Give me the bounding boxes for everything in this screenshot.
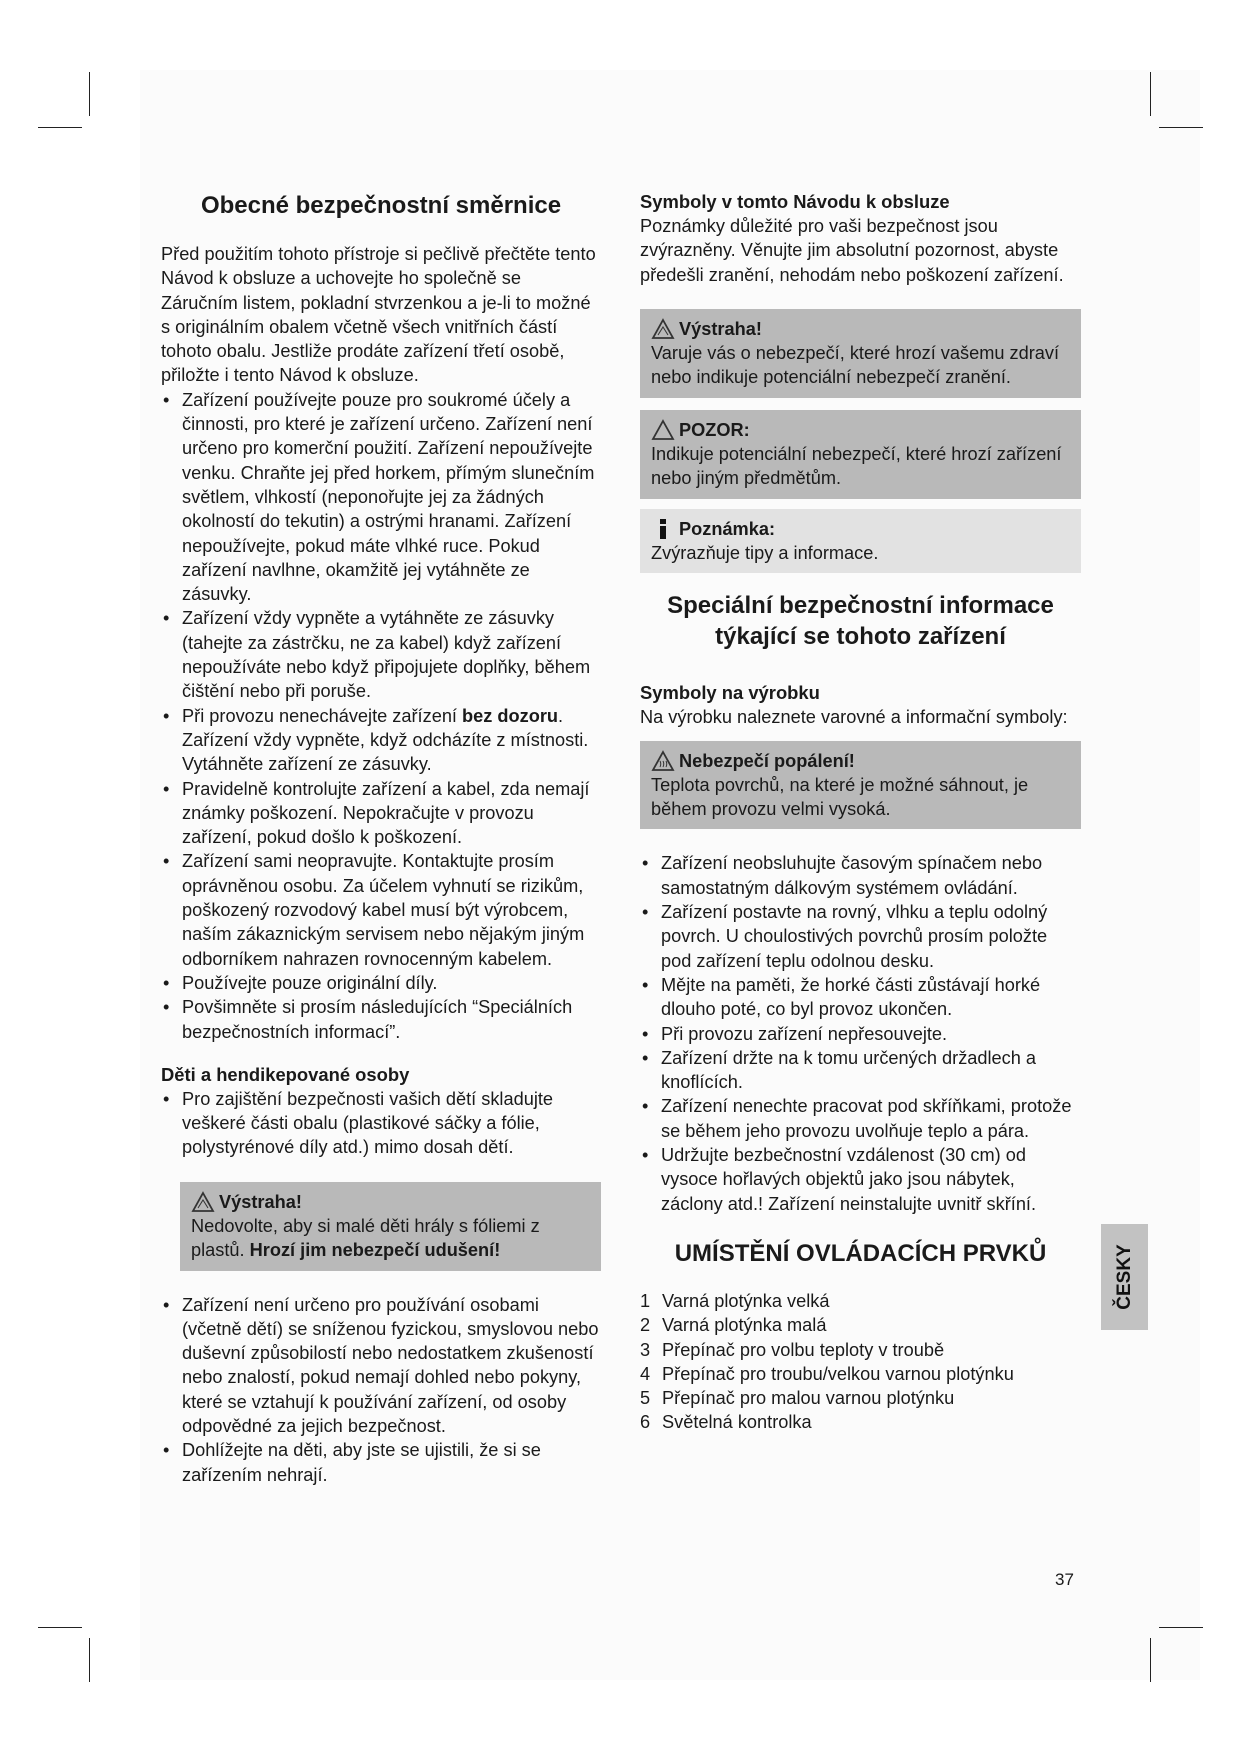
list-item: • Udržujte bezbečnostní vzdálenost (30 cm) od vysoce hořlavých objektů jako jsou nábytek, záclony atd.! Zařízení neinstalujte uvnitř skříní. <box>640 1143 1081 1216</box>
product-symbols-heading: Symboly na výrobku <box>640 682 820 704</box>
burn-warning-box <box>640 741 1081 830</box>
general-safety-heading: Obecné bezpečnostní směrnice <box>200 192 562 219</box>
caution-title: POZOR: <box>679 419 750 440</box>
list-item: • Při provozu zařízení nepřesouvejte. <box>640 1022 1081 1046</box>
safety-bullets <box>161 388 601 1044</box>
crop-mark-br-v <box>1150 1638 1151 1682</box>
crop-mark-tr-h <box>1159 127 1203 128</box>
list-item: • Zařízení není určeno pro používání osobami (včetně dětí) se sníženou fyzickou, smyslovou nebo duševní způsobilostí nebo nedostatkem zkušeností nebo znalostí, pokud nemají dohled nebo pokyny, které se vztahují k používání zařízení, od osoby odpovědné za jejich bezpečnost. <box>161 1293 601 1439</box>
special-heading-line-1: Speciální bezpečnostní informace <box>667 592 1054 620</box>
symbols-manual-heading: Symboly v tomto Návodu k obsluze <box>640 191 950 212</box>
warning-title: Výstraha! <box>679 318 762 339</box>
crop-mark-bl-h <box>38 1627 82 1628</box>
controls-heading: UMÍSTĚNÍ OVLÁDACÍCH PRVKŮ <box>674 1239 1047 1267</box>
warning-text: Varuje vás o nebezpečí, které hrozí vašemu zdraví nebo indikuje potenciální nebezpečí zranění. <box>651 343 1060 388</box>
warning-triangle-icon <box>651 318 675 340</box>
list-item: • Zařízení vždy vypněte a vytáhněte ze zásuvky (tahejte za zástrčku, ne za kabel) když zařízení nepoužíváte nebo když připojujete doplňky, během čištění nebo při poruše. <box>161 606 601 703</box>
device-safety-bullets <box>640 851 1081 1215</box>
list-item: • Zařízení sami neopravujte. Kontaktujte prosím oprávněnou osobu. Za účelem vyhnutí se rizikům, poškozený rozvodový kabel musí být výrobcem, naším zákaznickým servisem nebo nějakým jiným odborníkem nahrazen rovnocenným kabelem. <box>161 849 601 970</box>
burn-title: Nebezpečí popálení! <box>679 750 855 771</box>
caution-triangle-icon <box>651 419 675 441</box>
crop-mark-bl-v <box>89 1638 90 1682</box>
list-item: 5 Přepínač pro malou varnou plotýnku <box>640 1388 955 1409</box>
crop-mark-tl-h <box>38 127 82 128</box>
list-item: 3 Přepínač pro volbu teploty v troubě <box>640 1339 945 1360</box>
list-item: 4 Přepínač pro troubu/velkou varnou plotýnku <box>640 1363 1014 1384</box>
list-item: • Pravidelně kontrolujte zařízení a kabel, zda nemají známky poškození. Nepokračujte v provozu zařízení, pokud došlo k poškození. <box>161 777 601 850</box>
list-item: • Povšimněte si prosím následujících “Speciálních bezpečnostních informací”. <box>161 995 601 1044</box>
crop-mark-tl-v <box>89 72 90 116</box>
controls-list <box>640 1289 1081 1435</box>
list-item: 2 Varná plotýnka malá <box>640 1315 827 1336</box>
list-item: • Používejte pouze originální díly. <box>161 971 601 995</box>
children-heading: Děti a hendikepované osoby <box>161 1063 410 1085</box>
warning-title: Výstraha! <box>219 1191 302 1212</box>
crop-mark-tr-v <box>1150 72 1151 116</box>
note-title: Poznámka: <box>679 518 776 539</box>
product-symbols-paragraph: Na výrobku naleznete varovné a informační symboly: <box>640 707 1068 728</box>
warning-title-row <box>191 1190 590 1214</box>
child-warning-box <box>180 1182 601 1271</box>
warning-legend-box <box>640 309 1081 398</box>
burn-text: Teplota povrchů, na které je možné sáhnout, je během provozu velmi vysoká. <box>651 774 1029 820</box>
symbols-paragraph: Poznámky důležité pro vaši bezpečnost jsou zvýrazněny. Věnujte jim absolutní pozornost, abyste předešli zranění, nehodám nebo poškození zařízení. <box>640 216 1064 285</box>
note-legend-box <box>640 509 1081 574</box>
language-tab <box>1101 1224 1148 1330</box>
caution-legend-box <box>640 410 1081 499</box>
note-text: Zvýrazňuje tipy a informace. <box>651 542 879 563</box>
caution-text: Indikuje potenciální nebezpečí, které hrozí zařízení nebo jiným předmětům. <box>651 444 1062 489</box>
left-column <box>161 190 601 1487</box>
special-safety-heading <box>640 590 1081 652</box>
list-item: • Mějte na paměti, že horké části zůstávají horké dlouho poté, co byl provoz ukončen. <box>640 973 1081 1022</box>
info-icon <box>651 518 675 540</box>
list-item: 1 Varná plotýnka velká <box>640 1290 830 1311</box>
list-item: • Zařízení držte na k tomu určených držadlech a knoflících. <box>640 1046 1081 1095</box>
list-item: 6 Světelná kontrolka <box>640 1412 812 1433</box>
hot-surface-icon <box>651 750 675 772</box>
disability-bullets <box>161 1293 601 1487</box>
special-heading-line-2: týkající se tohoto zařízení <box>715 623 1006 651</box>
intro-paragraph: Před použitím tohoto přístroje si pečlivě přečtěte tento Návod k obsluze a uchovejte ho společně se Záručním listem, pokladní stvrzenkou a je-li to možné s originálním obalem včetně všech vnitřních částí tohoto obalu. Jestliže prodáte zařízení třetí osobě, přiložte i tento Návod k obsluze. <box>161 244 596 386</box>
warning-triangle-icon <box>191 1191 215 1213</box>
list-item: • Zařízení nenechte pracovat pod skříňkami, protože se během jeho provozu uvolňuje teplo a pára. <box>640 1094 1081 1143</box>
list-item: • Zařízení neobsluhujte časovým spínačem nebo samostatným dálkovým systémem ovládání. <box>640 851 1081 900</box>
crop-mark-br-h <box>1159 1627 1203 1628</box>
children-bullets <box>161 1087 601 1160</box>
list-item: • Dohlížejte na děti, aby jste se ujistili, že si se zařízením nehrají. <box>161 1438 601 1487</box>
page-number: 37 <box>1055 1570 1074 1589</box>
language-tab-label: ČESKY <box>1113 1244 1135 1310</box>
list-item: • Pro zajištění bezpečnosti vašich dětí skladujte veškeré části obalu (plastikové sáčky a fólie, polystyrénové díly atd.) mimo dosah dětí. <box>161 1087 601 1160</box>
warning-text: Nedovolte, aby si malé děti hrály s fóliemi z plastů. Hrozí jim nebezpečí udušení! <box>191 1215 540 1261</box>
list-item: • Zařízení používejte pouze pro soukromé účely a činnosti, pro které je zařízení určeno. Zařízení není určeno pro komerční použití. Zařízení nepoužívejte venku. Chraňte jej před horkem, přímým slunečním světlem, vlhkostí (neponořujte jej za žádných okolností do tekutin) a ostrými hranami. Zařízení nepoužívejte, pokud máte vlhké ruce. Pokud zařízení navlhne, okamžitě jej vytáhněte ze zásuvky. <box>161 388 601 607</box>
list-item: • Při provozu nenechávejte zařízení bez dozoru. Zařízení vždy vypněte, když odcházíte z místnosti. Vytáhněte zařízení ze zásuvky. <box>161 704 601 777</box>
list-item: • Zařízení postavte na rovný, vlhku a teplu odolný povrch. U choulostivých povrchů prosím položte pod zařízení teplu odolnou desku. <box>640 900 1081 973</box>
right-column <box>640 190 1081 1435</box>
